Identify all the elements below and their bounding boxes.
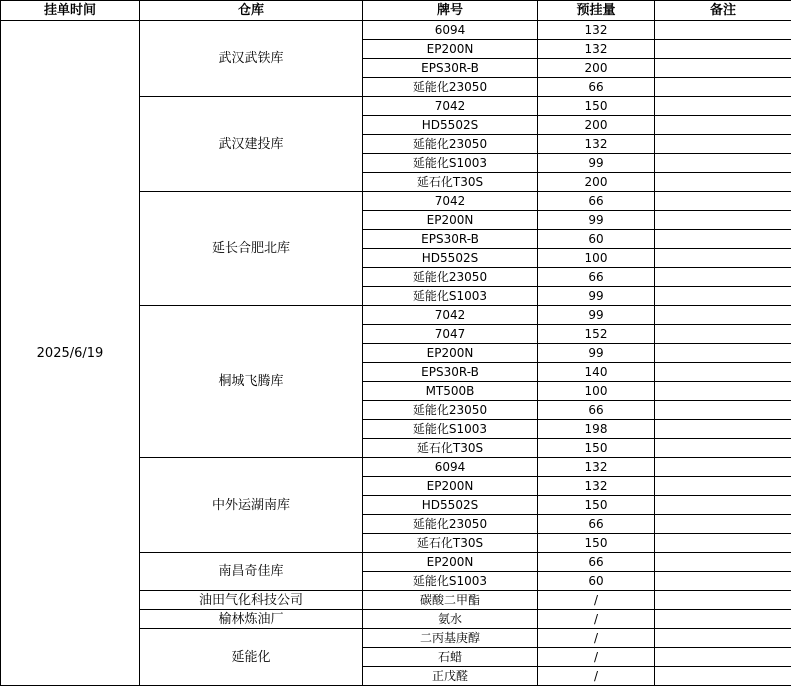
table-body <box>1 21 791 686</box>
qty-cell: 132 <box>538 40 655 59</box>
warehouse-cell: 榆林炼油厂 <box>140 610 363 629</box>
warehouse-cell: 桐城飞腾库 <box>140 306 363 458</box>
note-cell <box>655 401 791 420</box>
qty-cell: 150 <box>538 97 655 116</box>
note-cell <box>655 667 791 686</box>
note-cell <box>655 591 791 610</box>
grade-cell: 延能化S1003 <box>363 420 538 439</box>
note-cell <box>655 21 791 40</box>
qty-cell: 132 <box>538 477 655 496</box>
note-cell <box>655 648 791 667</box>
qty-cell: 132 <box>538 458 655 477</box>
header-qty: 预挂量 <box>538 1 655 21</box>
note-cell <box>655 572 791 591</box>
grade-cell: 石蜡 <box>363 648 538 667</box>
qty-cell: 99 <box>538 287 655 306</box>
note-cell <box>655 78 791 97</box>
header-row <box>1 1 791 21</box>
grade-cell: 7047 <box>363 325 538 344</box>
qty-cell: 198 <box>538 420 655 439</box>
note-cell <box>655 97 791 116</box>
grade-cell: EPS30R-B <box>363 363 538 382</box>
qty-cell: 66 <box>538 553 655 572</box>
grade-cell: 延能化23050 <box>363 268 538 287</box>
note-cell <box>655 344 791 363</box>
grade-cell: 7042 <box>363 97 538 116</box>
qty-cell: 200 <box>538 59 655 78</box>
qty-cell: 132 <box>538 21 655 40</box>
note-cell <box>655 382 791 401</box>
grade-cell: EP200N <box>363 553 538 572</box>
note-cell <box>655 515 791 534</box>
grade-cell: 延石化T30S <box>363 173 538 192</box>
qty-cell: 150 <box>538 439 655 458</box>
note-cell <box>655 40 791 59</box>
qty-cell: 140 <box>538 363 655 382</box>
qty-cell: 200 <box>538 173 655 192</box>
qty-cell: 60 <box>538 572 655 591</box>
grade-cell: 延能化23050 <box>363 78 538 97</box>
warehouse-cell: 油田气化科技公司 <box>140 591 363 610</box>
grade-cell: EP200N <box>363 40 538 59</box>
grade-cell: 碳酸二甲酯 <box>363 591 538 610</box>
listing-date-cell: 2025/6/19 <box>1 21 140 686</box>
note-cell <box>655 439 791 458</box>
grade-cell: EP200N <box>363 344 538 363</box>
note-cell <box>655 192 791 211</box>
grade-cell: EP200N <box>363 211 538 230</box>
note-cell <box>655 420 791 439</box>
grade-cell: 7042 <box>363 306 538 325</box>
grade-cell: HD5502S <box>363 249 538 268</box>
warehouse-cell: 延能化 <box>140 629 363 686</box>
grade-cell: 延石化T30S <box>363 534 538 553</box>
qty-cell: 99 <box>538 154 655 173</box>
header-note: 备注 <box>655 1 791 21</box>
grade-cell: 6094 <box>363 21 538 40</box>
qty-cell: / <box>538 610 655 629</box>
qty-cell: / <box>538 591 655 610</box>
qty-cell: 66 <box>538 78 655 97</box>
note-cell <box>655 230 791 249</box>
qty-cell: 150 <box>538 534 655 553</box>
note-cell <box>655 610 791 629</box>
note-cell <box>655 553 791 572</box>
qty-cell: 132 <box>538 135 655 154</box>
qty-cell: 100 <box>538 382 655 401</box>
note-cell <box>655 59 791 78</box>
grade-cell: EPS30R-B <box>363 59 538 78</box>
qty-cell: / <box>538 648 655 667</box>
note-cell <box>655 325 791 344</box>
note-cell <box>655 211 791 230</box>
note-cell <box>655 116 791 135</box>
grade-cell: 氨水 <box>363 610 538 629</box>
warehouse-cell: 武汉武铁库 <box>140 21 363 97</box>
note-cell <box>655 496 791 515</box>
grade-cell: 延能化23050 <box>363 135 538 154</box>
grade-cell: EP200N <box>363 477 538 496</box>
grade-cell: 正戊醛 <box>363 667 538 686</box>
qty-cell: 66 <box>538 268 655 287</box>
qty-cell: 99 <box>538 306 655 325</box>
note-cell <box>655 363 791 382</box>
qty-cell: 66 <box>538 401 655 420</box>
header-date: 挂单时间 <box>1 1 140 21</box>
qty-cell: 200 <box>538 116 655 135</box>
grade-cell: EPS30R-B <box>363 230 538 249</box>
grade-cell: MT500B <box>363 382 538 401</box>
qty-cell: 152 <box>538 325 655 344</box>
qty-cell: 99 <box>538 344 655 363</box>
warehouse-cell: 武汉建投库 <box>140 97 363 192</box>
note-cell <box>655 629 791 648</box>
qty-cell: 66 <box>538 515 655 534</box>
grade-cell: 7042 <box>363 192 538 211</box>
qty-cell: / <box>538 629 655 648</box>
grade-cell: HD5502S <box>363 496 538 515</box>
warehouse-cell: 中外运湖南库 <box>140 458 363 553</box>
note-cell <box>655 287 791 306</box>
header-warehouse: 仓库 <box>140 1 363 21</box>
grade-cell: 延石化T30S <box>363 439 538 458</box>
qty-cell: 150 <box>538 496 655 515</box>
grade-cell: 延能化23050 <box>363 515 538 534</box>
note-cell <box>655 154 791 173</box>
note-cell <box>655 534 791 553</box>
note-cell <box>655 249 791 268</box>
grade-cell: 二丙基庚醇 <box>363 629 538 648</box>
grade-cell: 延能化S1003 <box>363 154 538 173</box>
grade-cell: 延能化S1003 <box>363 287 538 306</box>
warehouse-cell: 延长合肥北库 <box>140 192 363 306</box>
grade-cell: 延能化23050 <box>363 401 538 420</box>
note-cell <box>655 135 791 154</box>
grade-cell: 6094 <box>363 458 538 477</box>
qty-cell: 66 <box>538 192 655 211</box>
note-cell <box>655 306 791 325</box>
note-cell <box>655 173 791 192</box>
table-row <box>1 21 791 40</box>
qty-cell: / <box>538 667 655 686</box>
qty-cell: 100 <box>538 249 655 268</box>
qty-cell: 99 <box>538 211 655 230</box>
note-cell <box>655 458 791 477</box>
note-cell <box>655 477 791 496</box>
grade-cell: HD5502S <box>363 116 538 135</box>
header-grade: 牌号 <box>363 1 538 21</box>
qty-cell: 60 <box>538 230 655 249</box>
warehouse-cell: 南昌奇佳库 <box>140 553 363 591</box>
grade-cell: 延能化S1003 <box>363 572 538 591</box>
note-cell <box>655 268 791 287</box>
